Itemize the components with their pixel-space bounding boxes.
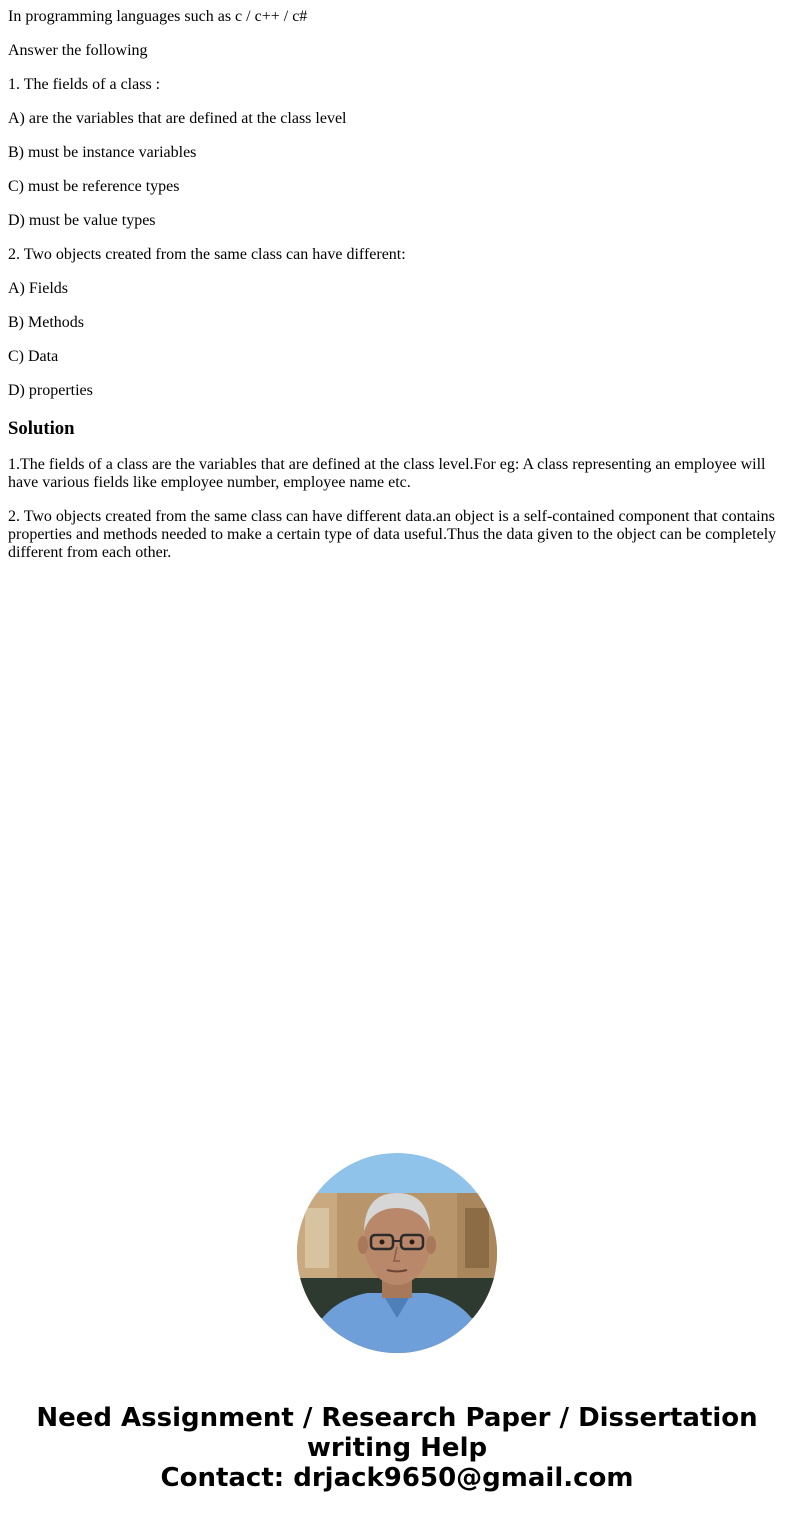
promo-banner [0, 1403, 794, 1493]
q1-option-c: C) must be reference types [8, 178, 180, 195]
promo-line-1: Need Assignment / Research Paper / Dissertation [36, 1403, 758, 1433]
q2-prompt: 2. Two objects created from the same class can have different: [8, 246, 406, 263]
q1-option-a: A) are the variables that are defined at the class level [8, 110, 347, 127]
solution-answer-1: 1.The fields of a class are the variables that are defined at the class level.For eg: A class representing an employee will have various fields like employee number, employee name etc. [8, 456, 766, 491]
q1-option-b: B) must be instance variables [8, 144, 197, 161]
q2-option-c: C) Data [8, 348, 59, 365]
solution-heading: Solution [8, 418, 75, 439]
document-content [8, 8, 786, 578]
promo-contact: Contact: drjack9650@gmail.com [160, 1463, 634, 1493]
q2-option-a: A) Fields [8, 280, 68, 297]
q1-prompt: 1. The fields of a class : [8, 76, 161, 93]
question-intro: In programming languages such as c / c++ / c# [8, 8, 308, 25]
promo-line-2: writing Help [306, 1433, 488, 1463]
question-instruction: Answer the following [8, 42, 148, 59]
q2-option-d: D) properties [8, 382, 93, 399]
solution-answer-2: 2. Two objects created from the same class can have different data.an object is a self-contained component that contains properties and methods needed to make a certain type of data useful.Thus the data given to the object can be completely different from each other. [8, 508, 777, 561]
q1-option-d: D) must be value types [8, 212, 156, 229]
q2-option-b: B) Methods [8, 314, 84, 331]
author-avatar [297, 1153, 497, 1353]
avatar-portrait-icon [297, 1153, 497, 1353]
